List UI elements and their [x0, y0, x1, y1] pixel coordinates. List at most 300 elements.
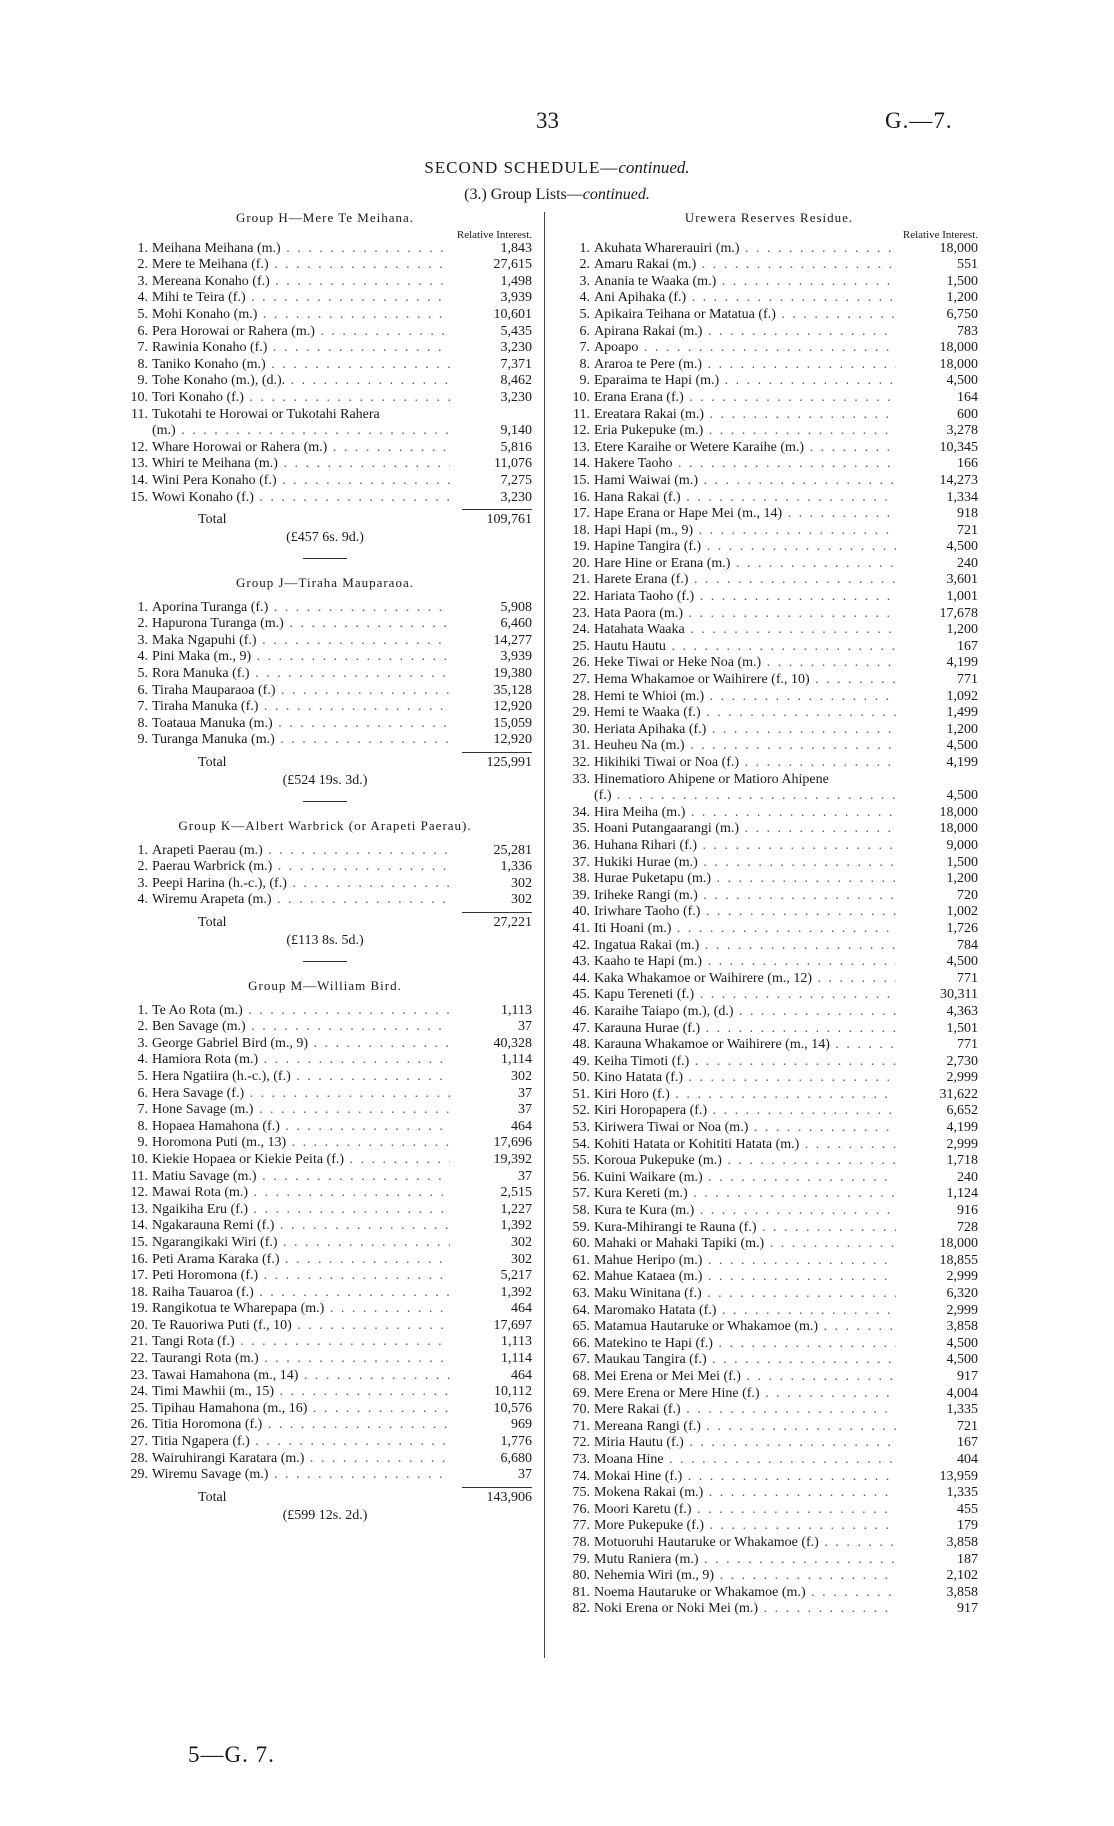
- table-row: [560, 971, 978, 988]
- row-number: 6.: [579, 323, 590, 339]
- row-name: Motuoruhi Hautaruke or Whakamoe (f.) . . .: [590, 1535, 896, 1552]
- row-number: 59.: [572, 1219, 590, 1235]
- row-name: Te Ao Rota (m.) . . .: [148, 1003, 450, 1020]
- table-row: [560, 357, 978, 374]
- table-row: [118, 456, 532, 473]
- table-row: [560, 490, 978, 507]
- table-row: [118, 274, 532, 291]
- row-interest: 5,217: [500, 1268, 532, 1284]
- row-name: Maukau Tangira (f.) . . .: [590, 1352, 896, 1369]
- row-number: 5.: [137, 1068, 148, 1084]
- row-number: 9.: [137, 1135, 148, 1151]
- total-row: [118, 755, 532, 773]
- row-name: Hone Savage (m.) . . .: [148, 1102, 450, 1119]
- table-row: [118, 423, 532, 440]
- table-row: [560, 904, 978, 921]
- schedule-subtitle: (3.) Group Lists—continued.: [464, 186, 650, 203]
- row-interest: 164: [957, 389, 978, 405]
- row-number: 80.: [572, 1568, 590, 1584]
- row-interest: [896, 772, 978, 789]
- row-name: Heriata Apihaka (f.) . . .: [590, 722, 896, 739]
- row-number: 1.: [137, 1002, 148, 1018]
- row-name: Rora Manuka (f.) . . .: [148, 666, 450, 683]
- row-name: Horomona Puti (m., 13) . . .: [148, 1135, 450, 1152]
- row-interest: 771: [957, 672, 978, 688]
- row-number: 76.: [572, 1501, 590, 1517]
- row-name: Kiri Horopapera (f.) . . .: [590, 1103, 896, 1120]
- row-interest: 600: [957, 406, 978, 422]
- row-number: 28.: [572, 688, 590, 704]
- row-interest: 464: [511, 1367, 532, 1383]
- row-interest: 18,855: [939, 1252, 978, 1268]
- row-number: 5.: [137, 306, 148, 322]
- table-row: [560, 705, 978, 722]
- row-name: Turanga Manuka (m.) . . .: [148, 732, 450, 749]
- row-name: Mere Rakai (f.) . . .: [590, 1402, 896, 1419]
- table-row: [560, 1485, 978, 1502]
- table-row: [118, 241, 532, 258]
- total-label: Total: [198, 1489, 227, 1505]
- row-interest: 1,200: [946, 622, 978, 638]
- row-name: Akuhata Wharerauiri (m.) . . .: [590, 241, 896, 258]
- row-number: 22.: [572, 589, 590, 605]
- row-name: Apoapo . . .: [590, 340, 896, 357]
- row-number: 43.: [572, 954, 590, 970]
- row-name: Karauna Whakamoe or Waihirere (m., 14) . . .: [590, 1037, 896, 1054]
- row-interest: 1,499: [946, 705, 978, 721]
- row-number: 5.: [579, 306, 590, 322]
- table-row: [118, 1086, 532, 1103]
- row-number: 10.: [130, 1151, 148, 1167]
- row-number: 3.: [137, 632, 148, 648]
- table-row: [560, 722, 978, 739]
- row-name: Maka Ngapuhi (f.) . . .: [148, 633, 450, 650]
- row-number: 13.: [130, 1201, 148, 1217]
- row-interest: 3,230: [500, 489, 532, 505]
- row-name: Mokai Hine (f.) . . .: [590, 1469, 896, 1486]
- row-number: 9.: [137, 373, 148, 389]
- right-column: [560, 210, 978, 1618]
- table-row: [560, 456, 978, 473]
- row-number: 14.: [130, 472, 148, 488]
- row-name: Ingatua Rakai (m.) . . .: [590, 938, 896, 955]
- table-row: [560, 324, 978, 341]
- row-name: Arapeti Paerau (m.) . . .: [148, 843, 450, 860]
- table-row: [118, 1019, 532, 1036]
- row-name: Heuheu Na (m.) . . .: [590, 738, 896, 755]
- table-row: [560, 1303, 978, 1320]
- row-number: 8.: [137, 1118, 148, 1134]
- row-number: 3.: [137, 273, 148, 289]
- table-row: [560, 556, 978, 573]
- table-row: [560, 407, 978, 424]
- row-interest: 404: [957, 1451, 978, 1467]
- row-number: 8.: [137, 715, 148, 731]
- row-interest: 19,380: [493, 666, 532, 682]
- row-number: 21.: [130, 1334, 148, 1350]
- row-number: 28.: [130, 1450, 148, 1466]
- table-row: [560, 523, 978, 540]
- row-name: Hami Waiwai (m.) . . .: [590, 473, 896, 490]
- row-interest: 10,576: [493, 1400, 532, 1416]
- total-rule: [462, 1487, 532, 1488]
- row-number: 4.: [137, 892, 148, 908]
- row-number: 2.: [137, 1019, 148, 1035]
- table-row: [560, 987, 978, 1004]
- row-interest: 302: [511, 892, 532, 908]
- row-name: Koroua Pukepuke (m.) . . .: [590, 1153, 896, 1170]
- row-interest: 1,726: [946, 920, 978, 936]
- row-interest: 1,113: [501, 1334, 532, 1350]
- table-row: [560, 589, 978, 606]
- table-row: [560, 1319, 978, 1336]
- row-number: 64.: [572, 1302, 590, 1318]
- row-number: 19.: [130, 1301, 148, 1317]
- row-name: Ngarangikaki Wiri (f.) . . .: [148, 1235, 450, 1252]
- row-number: 34.: [572, 804, 590, 820]
- group-title: Group M—William Bird.: [248, 978, 402, 993]
- row-name: Hemi te Whioi (m.) . . .: [590, 689, 896, 706]
- row-interest: 2,102: [946, 1568, 978, 1584]
- page-number: 33: [536, 108, 559, 133]
- total-row: [118, 915, 532, 933]
- row-number: 18.: [572, 522, 590, 538]
- row-name: Kiri Horo (f.) . . .: [590, 1087, 896, 1104]
- row-name: Mokena Rakai (m.) . . .: [590, 1485, 896, 1502]
- spacer: [118, 592, 532, 600]
- table-row: [560, 1352, 978, 1369]
- row-interest: 7,275: [500, 472, 532, 488]
- row-name: Araroa te Pere (m.) . . .: [590, 357, 896, 374]
- table-row: [560, 1269, 978, 1286]
- table-row: [118, 859, 532, 876]
- row-interest: 3,939: [500, 290, 532, 306]
- table-row: [560, 871, 978, 888]
- row-number: 32.: [572, 755, 590, 770]
- row-interest: 2,999: [946, 1269, 978, 1285]
- row-name: Wiremu Arapeta (m.) . . .: [148, 892, 450, 909]
- row-interest: 19,392: [493, 1151, 532, 1167]
- row-name: Apirana Rakai (m.) . . .: [590, 324, 896, 341]
- row-name: Aporina Turanga (f.) . . .: [148, 600, 450, 617]
- row-number: 75.: [572, 1485, 590, 1501]
- row-name: Taurangi Rota (m.) . . .: [148, 1351, 450, 1368]
- row-interest: 18,000: [939, 340, 978, 356]
- row-interest: 1,114: [501, 1052, 532, 1068]
- row-number: 27.: [572, 672, 590, 688]
- table-row: [118, 473, 532, 490]
- row-interest: 4,500: [946, 954, 978, 970]
- table-row: [560, 755, 978, 772]
- row-interest: 1,500: [946, 854, 978, 870]
- table-row: [560, 1021, 978, 1038]
- row-number: 3.: [137, 1035, 148, 1051]
- table-row: [560, 1070, 978, 1087]
- row-number: 49.: [572, 1053, 590, 1069]
- row-name: Moori Karetu (f.) . . .: [590, 1502, 896, 1519]
- row-number: 65.: [572, 1319, 590, 1335]
- row-number: 4.: [137, 649, 148, 665]
- table-row: [560, 307, 978, 324]
- row-number: 70.: [572, 1402, 590, 1418]
- row-name: Miria Hautu (f.) . . .: [590, 1435, 896, 1452]
- row-name: Tori Konaho (f.) . . .: [148, 390, 450, 407]
- table-row: [560, 1518, 978, 1535]
- money-value: (£457 6s. 9d.): [286, 530, 364, 546]
- row-number: 13.: [572, 439, 590, 455]
- left-column: [118, 210, 532, 1534]
- table-row: [560, 1402, 978, 1419]
- row-number: 81.: [572, 1584, 590, 1600]
- row-number: 14.: [130, 1218, 148, 1234]
- row-interest: 1,227: [500, 1201, 532, 1217]
- row-interest: 302: [511, 1068, 532, 1084]
- row-name: Peti Arama Karaka (f.) . . .: [148, 1252, 450, 1269]
- row-interest: 302: [511, 1251, 532, 1267]
- row-name: Apikaira Teihana or Matatua (f.) . . .: [590, 307, 896, 324]
- row-name: Hapi Hapi (m., 9) . . .: [590, 523, 896, 540]
- table-row: [118, 1301, 532, 1318]
- spacer: [118, 835, 532, 843]
- row-name: Noki Erena or Noki Mei (m.) . . .: [590, 1601, 896, 1618]
- row-interest: 4,199: [946, 1120, 978, 1136]
- row-name: Paerau Warbrick (m.) . . .: [148, 859, 450, 876]
- row-number: 50.: [572, 1070, 590, 1086]
- total-label: Total: [198, 512, 227, 528]
- row-interest: 3,939: [500, 649, 532, 665]
- row-number: 15.: [130, 489, 148, 505]
- row-number: 47.: [572, 1020, 590, 1036]
- table-row: [118, 1401, 532, 1418]
- table-row: [118, 1235, 532, 1252]
- table-row: [560, 1568, 978, 1585]
- table-row: [560, 1186, 978, 1203]
- row-interest: 3,858: [946, 1319, 978, 1335]
- table-row: [560, 921, 978, 938]
- row-name: More Pukepuke (f.) . . .: [590, 1518, 896, 1535]
- row-interest: 721: [957, 1418, 978, 1434]
- row-interest: 6,652: [946, 1103, 978, 1119]
- row-number: 6.: [137, 1085, 148, 1101]
- row-number: 46.: [572, 1003, 590, 1019]
- row-name: Ngakarauna Remi (f.) . . .: [148, 1218, 450, 1235]
- row-number: 3.: [579, 273, 590, 289]
- row-interest: 167: [957, 1435, 978, 1451]
- table-row: [560, 1386, 978, 1403]
- row-name: Kiekie Hopaea or Kiekie Peita (f.) . . .: [148, 1152, 450, 1169]
- row-interest: 720: [957, 887, 978, 903]
- row-number: 60.: [572, 1236, 590, 1252]
- row-number: 19.: [572, 539, 590, 555]
- row-name: Iriheke Rangi (m.) . . .: [590, 888, 896, 905]
- table-row: [118, 1384, 532, 1401]
- table-row: [118, 633, 532, 650]
- table-row: [560, 241, 978, 258]
- row-number: 61.: [572, 1252, 590, 1268]
- row-name: Hera Ngatiira (h.-c.), (f.) . . .: [148, 1069, 450, 1086]
- row-interest: 1,200: [946, 871, 978, 887]
- row-name: Nehemia Wiri (m., 9) . . .: [590, 1568, 896, 1585]
- row-name: Ben Savage (m.) . . .: [148, 1019, 450, 1036]
- row-name: Huhana Rihari (f.) . . .: [590, 838, 896, 855]
- row-interest: 17,678: [939, 605, 978, 621]
- row-interest: 37: [518, 1168, 532, 1184]
- row-name: Eparaima te Hapi (m.) . . .: [590, 373, 896, 390]
- row-number: 35.: [572, 821, 590, 837]
- total-rule: [462, 912, 532, 913]
- row-number: 55.: [572, 1153, 590, 1169]
- table-row: [560, 440, 978, 457]
- table-row: [560, 622, 978, 639]
- table-row: [560, 855, 978, 872]
- row-number: 66.: [572, 1335, 590, 1351]
- row-interest: 455: [957, 1501, 978, 1517]
- row-number: 5.: [137, 666, 148, 682]
- row-name: Heke Tiwai or Heke Noa (m.) . . .: [590, 655, 896, 672]
- row-name: Taniko Konaho (m.) . . .: [148, 357, 450, 374]
- row-number: 7.: [579, 340, 590, 356]
- table-row: [560, 1502, 978, 1519]
- row-name: Hautu Hautu . . .: [590, 639, 896, 656]
- row-interest: 18,000: [939, 356, 978, 372]
- row-name: Mutu Raniera (m.) . . .: [590, 1552, 896, 1569]
- total-value: 143,906: [486, 1489, 532, 1505]
- table-row: [560, 572, 978, 589]
- row-name: Rawinia Konaho (f.) . . .: [148, 340, 450, 357]
- section-separator: [303, 558, 347, 559]
- table-row: [118, 600, 532, 617]
- row-interest: 10,112: [494, 1384, 532, 1400]
- table-row: [560, 373, 978, 390]
- row-interest: 916: [957, 1203, 978, 1219]
- row-number: 63.: [572, 1286, 590, 1301]
- row-number: 8.: [579, 356, 590, 372]
- table-row: [560, 290, 978, 307]
- row-interest: 784: [957, 937, 978, 953]
- table-row: [560, 423, 978, 440]
- row-number: 3.: [137, 875, 148, 891]
- table-row: [560, 1203, 978, 1220]
- row-interest: 1,334: [946, 489, 978, 505]
- table-row: [560, 1170, 978, 1187]
- row-number: 20.: [130, 1317, 148, 1333]
- table-row: [118, 876, 532, 893]
- row-name: Tiraha Manuka (f.) . . .: [148, 699, 450, 716]
- table-row: [560, 1585, 978, 1602]
- row-number: 22.: [130, 1351, 148, 1367]
- row-name: Hemi te Waaka (f.) . . .: [590, 705, 896, 722]
- row-interest: 1,114: [501, 1351, 532, 1367]
- row-name: Kaaho te Hapi (m.) . . .: [590, 954, 896, 971]
- table-row: [118, 1152, 532, 1169]
- row-name: Erana Erana (f.) . . .: [590, 390, 896, 407]
- table-row: [560, 805, 978, 822]
- row-name: Whiri te Meihana (m.) . . .: [148, 456, 450, 473]
- table-row: [118, 1252, 532, 1269]
- table-row: [560, 539, 978, 556]
- row-name: Wiremu Savage (m.) . . .: [148, 1467, 450, 1484]
- row-interest: 4,500: [946, 539, 978, 555]
- row-number: 26.: [572, 655, 590, 671]
- row-interest: 166: [957, 456, 978, 472]
- row-name: Whare Horowai or Rahera (m.) . . .: [148, 440, 450, 457]
- table-row: [560, 672, 978, 689]
- table-row: [118, 699, 532, 716]
- row-number: 2.: [137, 616, 148, 632]
- row-number: 13.: [130, 456, 148, 472]
- row-name: Te Rauoriwa Puti (f., 10) . . .: [148, 1318, 450, 1335]
- group-title: Group K—Albert Warbrick (or Arapeti Paerau).: [178, 818, 472, 834]
- row-name: Ngaikiha Eru (f.) . . .: [148, 1202, 450, 1219]
- table-row: [560, 1552, 978, 1569]
- table-row: [118, 357, 532, 374]
- row-name: Tohe Konaho (m.), (d.). . . .: [148, 373, 450, 390]
- row-name: Matekino te Hapi (f.) . . .: [590, 1336, 896, 1353]
- table-row: [560, 655, 978, 672]
- row-interest: 10,601: [493, 306, 532, 322]
- row-name: Hopaea Hamahona (f.) . . .: [148, 1119, 450, 1136]
- row-name: Kura te Kura (m.) . . .: [590, 1203, 896, 1220]
- row-number: 26.: [130, 1417, 148, 1433]
- row-interest: 2,730: [946, 1053, 978, 1069]
- row-number: [560, 788, 590, 805]
- table-row: [118, 1052, 532, 1069]
- row-interest: 240: [957, 1169, 978, 1185]
- row-name: Titia Horomona (f.) . . .: [148, 1417, 450, 1434]
- table-row: [118, 1318, 532, 1335]
- row-interest: 4,199: [946, 655, 978, 671]
- row-name: Tawai Hamahona (m., 14) . . .: [148, 1368, 450, 1385]
- row-interest: 6,320: [946, 1286, 978, 1301]
- table-row: [560, 1253, 978, 1270]
- group-title: Urewera Reserves Residue.: [684, 210, 854, 225]
- row-interest: 1,335: [946, 1402, 978, 1418]
- row-interest: 37: [518, 1085, 532, 1101]
- row-number: 33.: [572, 771, 590, 787]
- table-row: [118, 1185, 532, 1202]
- row-interest: 10,345: [939, 439, 978, 455]
- row-name: Meihana Meihana (m.) . . .: [148, 241, 450, 258]
- table-row: [118, 307, 532, 324]
- row-number: 8.: [137, 356, 148, 372]
- row-name: Hatahata Waaka . . .: [590, 622, 896, 639]
- row-interest: 1,498: [500, 273, 532, 289]
- relative-interest-header: Relative Interest.: [456, 228, 532, 241]
- table-row: [118, 1451, 532, 1468]
- row-number: 20.: [572, 555, 590, 571]
- row-name: Hurae Puketapu (m.) . . .: [590, 871, 896, 888]
- table-row: [560, 1469, 978, 1486]
- row-number: 18.: [130, 1284, 148, 1300]
- row-interest: 2,999: [946, 1136, 978, 1152]
- row-number: 54.: [572, 1136, 590, 1152]
- row-interest: 5,435: [500, 323, 532, 339]
- table-row: [118, 290, 532, 307]
- row-interest: 5,908: [500, 599, 532, 615]
- row-interest: 464: [511, 1118, 532, 1134]
- row-number: 38.: [572, 871, 590, 887]
- row-number: 52.: [572, 1103, 590, 1119]
- row-name: Moana Hine . . .: [590, 1452, 896, 1469]
- row-name: Maku Winitana (f.) . . .: [590, 1286, 896, 1303]
- total-rule: [462, 509, 532, 510]
- row-name: Hinematioro Ahipene or Matioro Ahipene: [594, 771, 829, 787]
- row-name: Matamua Hautaruke or Whakamoe (m.) . . .: [590, 1319, 896, 1336]
- row-interest: 18,000: [939, 821, 978, 837]
- row-name: Hamiora Rota (m.) . . .: [148, 1052, 450, 1069]
- row-number: 74.: [572, 1468, 590, 1484]
- table-row: [560, 1004, 978, 1021]
